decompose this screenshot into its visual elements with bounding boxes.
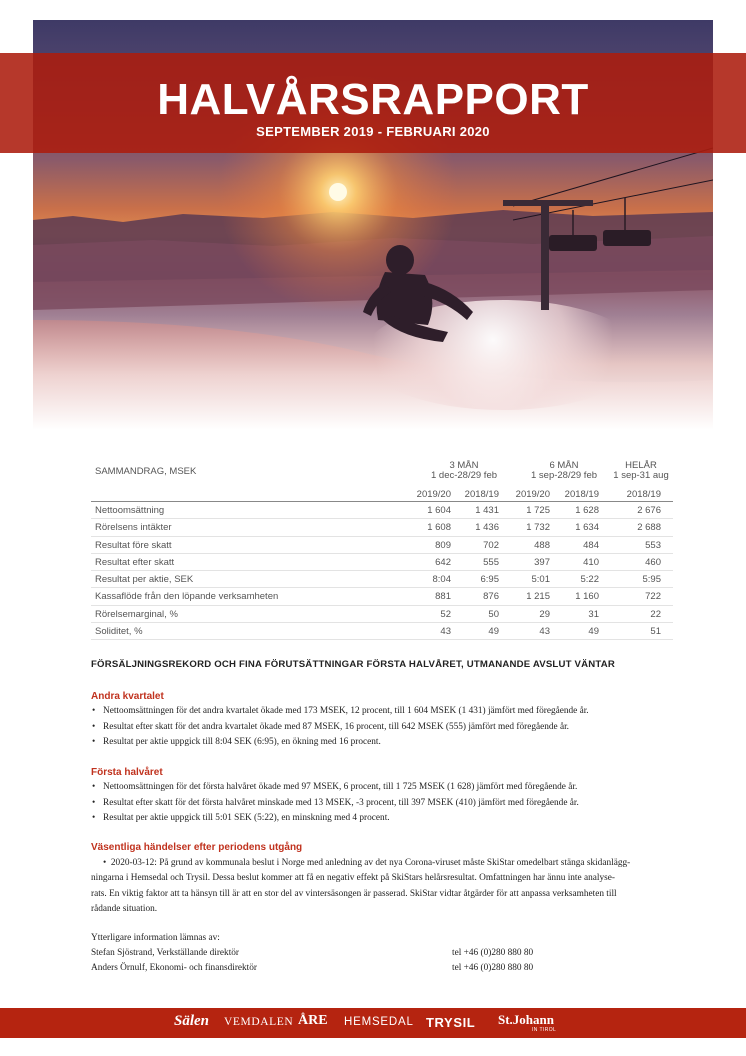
contact-name-1: Stefan Sjöstrand, Verkställande direktör (91, 948, 240, 958)
table-row: Rörelsemarginal, % 52 50 29 31 22 (91, 606, 673, 623)
paragraph-line: • 2020-03-12: På grund av kommunala beslut i Norge med anledning av det nya Corona-viruset måste SkiStar omedelbart stänga skidanlägg- (103, 858, 631, 868)
list-item: • Resultat efter skatt för det andra kvartalet ökade med 87 MSEK, 16 procent, till 642 MSEK (555) jämfört med föregående år. (91, 720, 691, 736)
year-col-1: 2019/20 (416, 489, 451, 500)
contact-phone-2: tel +46 (0)280 880 80 (452, 963, 534, 973)
contact-name-2: Anders Örnulf, Ekonomi- och finansdirektör (91, 963, 258, 973)
events-paragraph (91, 856, 697, 918)
group-full-year: HELÅR 1 sep-31 aug (613, 460, 669, 481)
list-item: • Nettoomsättningen för det första halvåret ökade med 97 MSEK, 6 procent, till 1 725 MSEK (1 628) jämfört med föregående år. (91, 780, 691, 796)
year-header-row (91, 484, 673, 502)
bullet-list-q2 (91, 704, 691, 751)
summary-table (91, 458, 673, 640)
brand-salen-logo: Sälen (174, 1013, 210, 1029)
section-title-h1: Första halvåret (91, 767, 163, 778)
table-row: Rörelsens intäkter 1 608 1 436 1 732 1 634 2 688 (91, 519, 673, 536)
brand-vemdalen-logo: VEMDALEN (224, 1016, 294, 1028)
list-item: • Resultat per aktie uppgick till 5:01 SEK (5:22), en minskning med 4 procent. (91, 811, 691, 827)
report-headline: FÖRSÄLJNINGSREKORD OCH FINA FÖRUTSÄTTNINGAR FÖRSTA HALVÅRET, UTMANANDE AVSLUT VÄNTAR (91, 659, 616, 670)
list-item: • Nettoomsättningen för det andra kvartalet ökade med 173 MSEK, 12 procent, till 1 604 MSEK (1 431) jämfört med föregående år. (91, 704, 691, 720)
paragraph-line: rådande situation. (91, 904, 158, 915)
contact-intro: Ytterligare information lämnas av: (91, 933, 220, 943)
year-col-2: 2018/19 (464, 489, 499, 500)
section-title-events: Väsentliga händelser efter periodens utgång (91, 842, 303, 853)
table-row: Kassaflöde från den löpande verksamheten 881 876 1 215 1 160 722 (91, 588, 673, 605)
bullet-list-h1 (91, 780, 691, 827)
brand-stjohann-tagline: IN TIROL (532, 1027, 557, 1033)
table-row: Resultat före skatt 809 702 488 484 553 (91, 537, 673, 554)
brand-stjohann-logo: St.Johann (498, 1012, 554, 1027)
section-title-q2: Andra kvartalet (91, 691, 164, 702)
contact-phone-1: tel +46 (0)280 880 80 (452, 948, 534, 958)
report-title: HALVÅRSRAPPORT (157, 75, 589, 124)
table-header (91, 458, 673, 484)
year-col-3: 2019/20 (515, 489, 550, 500)
brand-hemsedal-logo: HEMSEDAL (344, 1016, 414, 1028)
table-row: Nettoomsättning 1 604 1 431 1 725 1 628 2 676 (91, 502, 673, 519)
list-item: • Resultat efter skatt för det första halvåret minskade med 13 MSEK, -3 procent, till 397 MSEK (410) jämfört med föregående år. (91, 796, 691, 812)
paragraph-line: ningarna i Hemsedal och Trysil. Dessa beslut kommer att få en negativ effekt på SkiStars helårsresultat. Omfattningen har ännu inte analyse- (91, 873, 615, 884)
group-6-months: 6 MÅN 1 sep-28/29 feb (530, 460, 598, 481)
table-label: SAMMANDRAG, MSEK (95, 466, 197, 477)
year-col-5: 2018/19 (626, 489, 661, 500)
year-col-4: 2018/19 (564, 489, 599, 500)
brand-trysil-logo: TRYSIL (426, 1015, 476, 1030)
list-item: • Resultat per aktie uppgick till 8:04 SEK (6:95), en ökning med 16 procent. (91, 735, 691, 751)
paragraph-line: rats. En viktig faktor att ta hänsyn till är att en stor del av vintersäsongen är passerad. SkiStar vidtar åtgärder för att anpassa verksamheten till (91, 888, 617, 899)
table-body (91, 502, 673, 640)
report-period: SEPTEMBER 2019 - FEBRUARI 2020 (256, 124, 490, 139)
table-row: Resultat efter skatt 642 555 397 410 460 (91, 554, 673, 571)
table-row: Resultat per aktie, SEK 8:04 6:95 5:01 5:22 5:95 (91, 571, 673, 588)
brand-are-logo: ÅRE (298, 1013, 328, 1028)
table-row: Soliditet, % 43 49 43 49 51 (91, 623, 673, 640)
group-3-months: 3 MÅN 1 dec-28/29 feb (430, 460, 498, 481)
